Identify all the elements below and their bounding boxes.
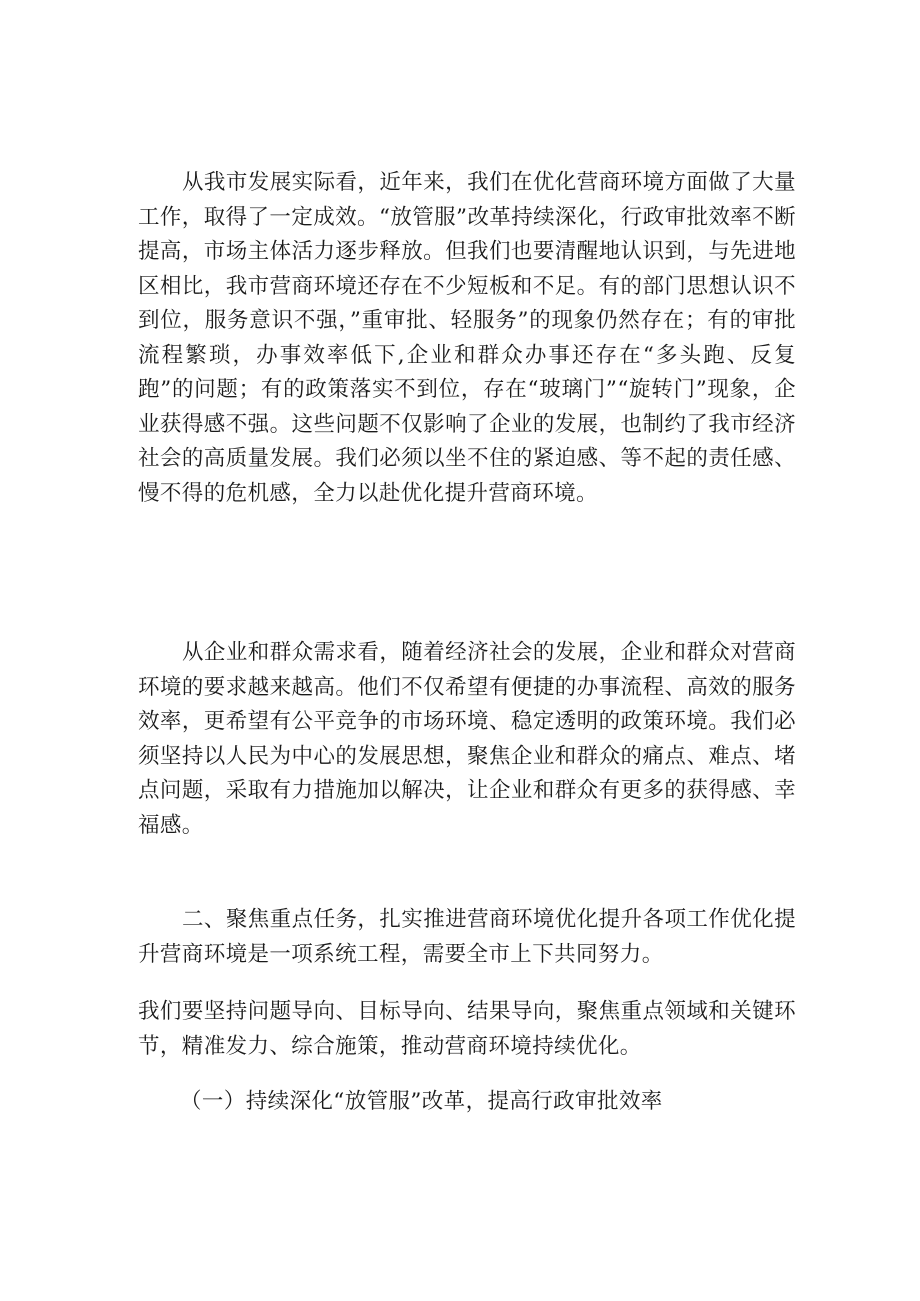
paragraph-problem-oriented: 我们要坚持问题导向、目标导向、结果导向，聚焦重点领域和关键环节，精准发力、综合施策，推动营商环境持续优化。: [138, 999, 796, 1059]
subheading-reform: （一）持续深化“放管服”改革，提高行政审批效率: [180, 1089, 663, 1114]
paragraph-public-demand: 从企业和群众需求看，随着经济社会的发展，企业和群众对营商环境的要求越来越高。他们不仅希望有便捷的办事流程、高效的服务效率，更希望有公平竞争的市场环境、稳定透明的政策环境。我们必须坚持以人民为中心的发展思想，聚焦企业和群众的痛点、难点、堵点问题，采取有力措施加以解决，让企业和群众有更多的获得感、幸福感。: [138, 640, 796, 838]
paragraph-development-reality: 从我市发展实际看，近年来，我们在优化营商环境方面做了大量工作，取得了一定成效。“放管服”改革持续深化，行政审批效率不断提高，市场主体活力逐步释放。但我们也要清醒地认识到，与先进地区相比，我市营商环境还存在不少短板和不足。有的部门思想认识不到位，服务意识不强，”重审批、轻服务”的现象仍然存在；有的审批流程繁琐，办事效率低下,企业和群众办事还存在“多头跑、反复跑”的问题；有的政策落实不到位，存在“玻璃门”“旋转门”现象，企业获得感不强。这些问题不仅影响了企业的发展，也制约了我市经济社会的高质量发展。我们必须以坐不住的紧迫感、等不起的责任感、慢不得的危机感，全力以赴优化提升营商环境。: [138, 170, 796, 506]
paragraph-section-two: 二、聚焦重点任务，扎实推进营商环境优化提升各项工作优化提升营商环境是一项系统工程，需要全市上下共同努力。: [138, 907, 796, 967]
